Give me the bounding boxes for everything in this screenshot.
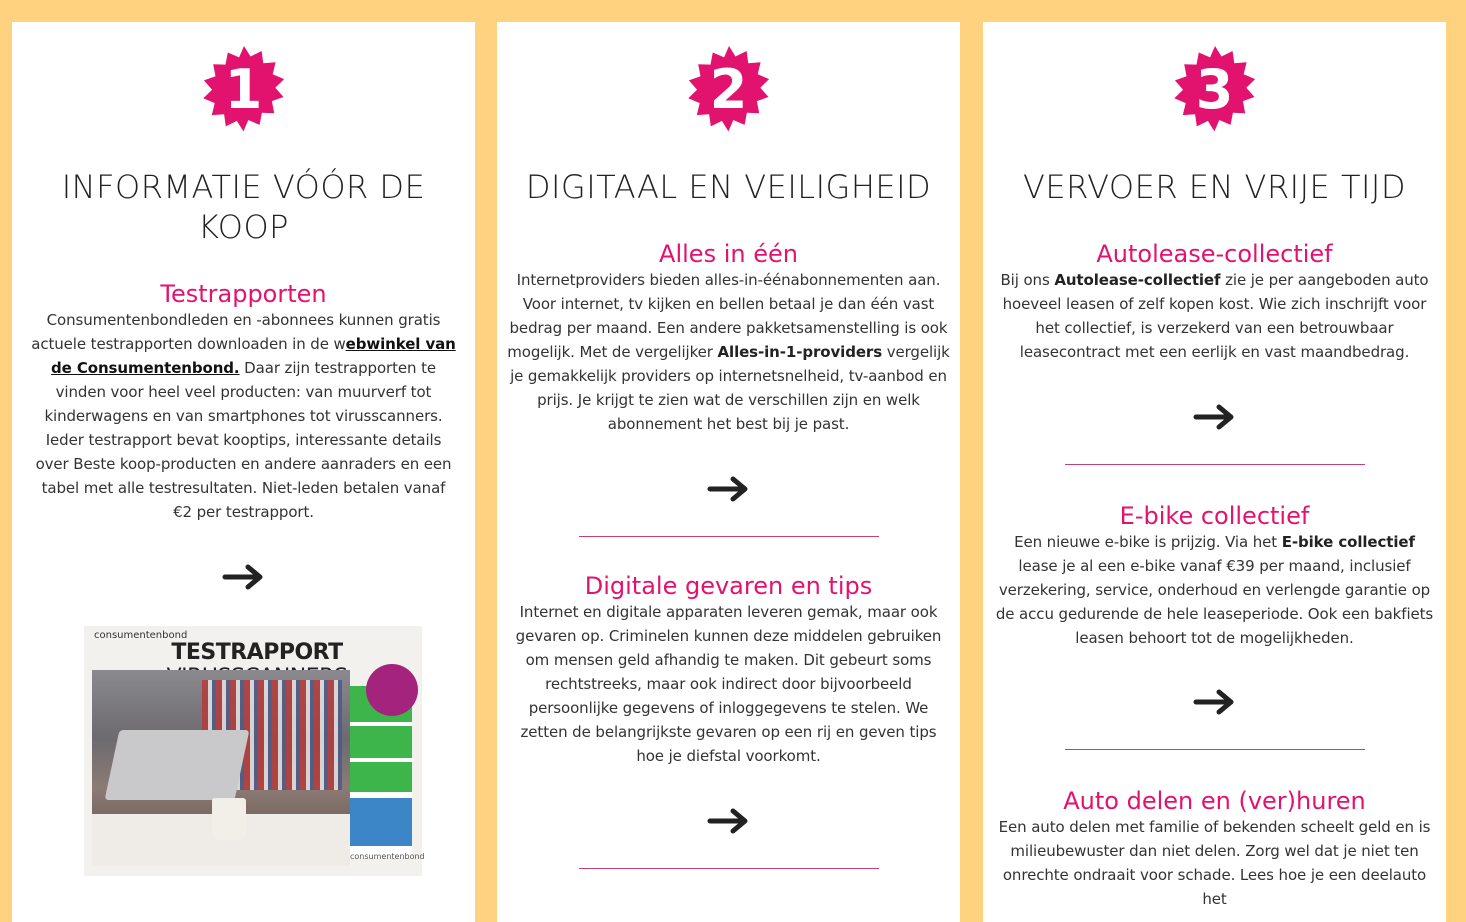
arrow-right-icon[interactable] bbox=[707, 806, 751, 836]
body-text: Een nieuwe e-bike is prijzig. Via het bbox=[1014, 533, 1282, 551]
section-body bbox=[12, 308, 475, 524]
report-title-bold: TESTRAPPORT bbox=[171, 640, 343, 665]
body-text: Internetproviders bieden alles-in-éénabonnementen aan. Voor internet, tv kijken en bellen betaal je dan één vast bedrag per maand. Een andere pakketsamenstelling is ook mogelijk. Met de vergelijker bbox=[507, 271, 948, 361]
column-heading: INFORMATIE VÓÓR DE KOOP bbox=[61, 168, 426, 246]
section-body: Internet en digitale apparaten leveren gemak, maar ook gevaren op. Criminelen kunnen deze middelen gebruiken om mensen geld afhandig te maken. Dit gebeurt soms rechtstreeks, maar ook indirect door bijvoorbeeld persoonlijke gegevens of inloggegevens te stelen. We zetten de belangrijkste gevaren op een rij en geven tips hoe je diefstal voorkomt. bbox=[515, 603, 942, 765]
autolease-collectief-link[interactable]: Autolease-collectief bbox=[1054, 271, 1221, 289]
badge-number-1 bbox=[198, 46, 290, 138]
photo-laptop bbox=[105, 730, 250, 800]
column-digitaal bbox=[497, 22, 960, 922]
arrow-right-icon[interactable] bbox=[1193, 402, 1237, 432]
alles-in-1-providers-link[interactable]: Alles-in-1-providers bbox=[717, 343, 883, 361]
column-heading: VERVOER EN VRIJE TIJD bbox=[1022, 168, 1406, 206]
section-testrapporten bbox=[12, 280, 475, 524]
badge-number-text: 2 bbox=[709, 58, 748, 121]
arrow-right-icon[interactable] bbox=[222, 562, 266, 592]
section-title[interactable]: Digitale gevaren en tips bbox=[584, 572, 873, 600]
section-body bbox=[983, 268, 1446, 364]
badge-number-2 bbox=[683, 46, 775, 138]
body-text: vergelijk je gemakkelijk providers op internetsnelheid, tv-aanbod en prijs. Je krijgt te zien wat de verschillen zijn en welk abonnement het best bij je past. bbox=[510, 343, 950, 433]
testrapport-image[interactable] bbox=[84, 626, 425, 876]
body-text: Consumentenbondleden en -abonnees kunnen gratis actuele testrapporten downloaden in de w bbox=[31, 311, 441, 353]
section-body bbox=[983, 530, 1446, 650]
badge-number-text: 3 bbox=[1195, 58, 1234, 121]
column-heading: DIGITAAL EN VEILIGHEID bbox=[525, 168, 932, 206]
badge-number-text: 1 bbox=[224, 58, 263, 121]
arrow-right-icon[interactable] bbox=[707, 474, 751, 504]
body-text: Bij ons bbox=[1000, 271, 1055, 289]
section-title[interactable]: Autolease-collectief bbox=[1096, 240, 1333, 268]
report-brand: consumentenbond bbox=[94, 630, 188, 641]
section-title[interactable]: Auto delen en (ver)huren bbox=[1063, 787, 1366, 815]
webwinkel-link[interactable]: ebwinkel van de Consumentenbond. bbox=[51, 335, 456, 377]
report-footer-brand: consumentenbond bbox=[350, 852, 425, 861]
section-divider bbox=[1065, 749, 1365, 750]
sidebar-block bbox=[350, 726, 412, 758]
section-body bbox=[497, 268, 960, 436]
column-vervoer bbox=[983, 22, 1446, 922]
section-title[interactable]: E-bike collectief bbox=[1119, 502, 1310, 530]
badge-number-3 bbox=[1169, 46, 1261, 138]
sidebar-block bbox=[350, 762, 412, 792]
section-ebike bbox=[983, 502, 1446, 650]
section-title[interactable]: Testrapporten bbox=[160, 280, 327, 308]
section-auto-delen bbox=[983, 787, 1446, 911]
section-divider bbox=[579, 536, 879, 537]
section-alles-in-een bbox=[497, 240, 960, 436]
report-sticker bbox=[366, 664, 418, 716]
column-informatie bbox=[12, 22, 475, 922]
section-divider bbox=[579, 868, 879, 869]
sidebar-block bbox=[350, 798, 412, 846]
section-digitale-gevaren bbox=[497, 572, 960, 768]
body-text: lease je al een e-bike vanaf €39 per maand, inclusief verzekering, service, onderhoud en verlengde garantie op de accu gedurende de hele leaseperiode. Ook een bakfiets leasen behoort tot de mogelijkheden. bbox=[995, 557, 1434, 647]
section-divider bbox=[1065, 464, 1365, 465]
arrow-right-icon[interactable] bbox=[1193, 687, 1237, 717]
section-title[interactable]: Alles in één bbox=[659, 240, 798, 268]
ebike-collectief-link[interactable]: E-bike collectief bbox=[1281, 533, 1415, 551]
section-body: Een auto delen met familie of bekenden scheelt geld en is milieubewuster dan niet delen. Zorg wel dat je niet ten onrechte ondraait voor schade. Lees hoe je een deelauto het bbox=[998, 818, 1431, 908]
report-photo bbox=[92, 670, 350, 866]
photo-mug bbox=[212, 798, 246, 840]
section-autolease bbox=[983, 240, 1446, 364]
body-text: Daar zijn testrapporten te vinden voor heel veel producten: van muurverf tot kinderwagens en van smartphones tot virusscanners. Ieder testrapport bevat kooptips, interessante details over Beste koop-producten en andere aanraders en een tabel met alle testresultaten. Niet-leden betalen vanaf €2 per testrapport. bbox=[35, 359, 452, 521]
body-text: zie je per aangeboden auto hoeveel leasen of zelf kopen kost. Wie zich inschrijft voor het collectief, is verzekerd van een betrouwbaar leasecontract met een eerlijk en vast maandbedrag. bbox=[1002, 271, 1429, 361]
